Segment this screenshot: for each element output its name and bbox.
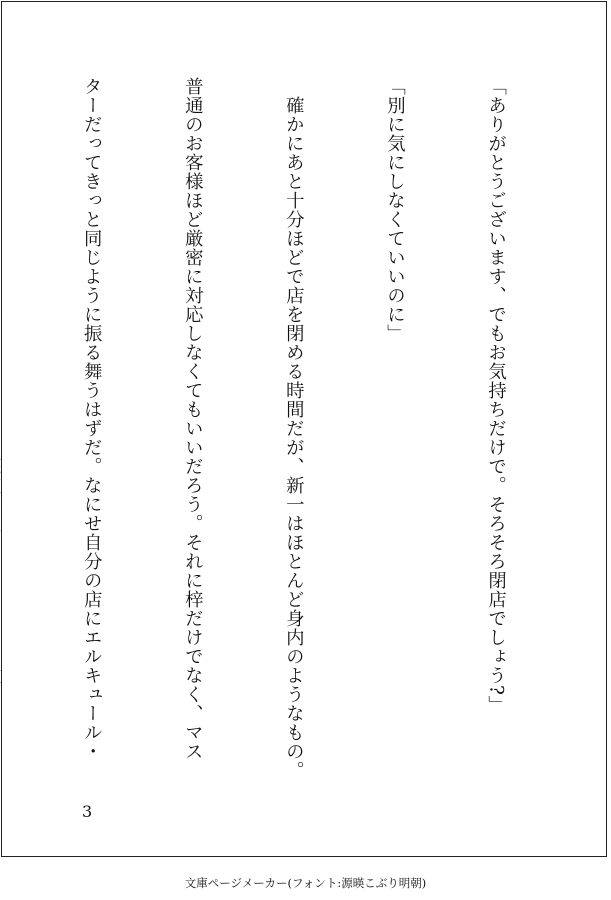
footer-caption: 文庫ページメーカー(フォント:源暎こぶり明朝) [184, 876, 427, 890]
text-line: 「ありがとうございます、でもお気持ちだけで。そろそろ閉店でしょう?」 [485, 77, 507, 715]
page-number: 3 [82, 802, 93, 821]
text-line: 確かにあと十分ほどで店を閉める時間だが、新一はほとんど身内のようなもの。 [283, 77, 305, 780]
vertical-text-block [20, 77, 580, 780]
text-line [0, 77, 7, 777]
page [1, 1, 607, 857]
text-line: 普通のお客様ほど厳密に対応しなくてもいいだろう。それに梓だけでなく、マス [182, 77, 204, 761]
text-line: ターだってきっと同じように振る舞うはずだ。なにせ自分の店にエルキュール・ [81, 77, 103, 761]
text-line: 「別に気にしなくていいのに」 [384, 77, 406, 343]
